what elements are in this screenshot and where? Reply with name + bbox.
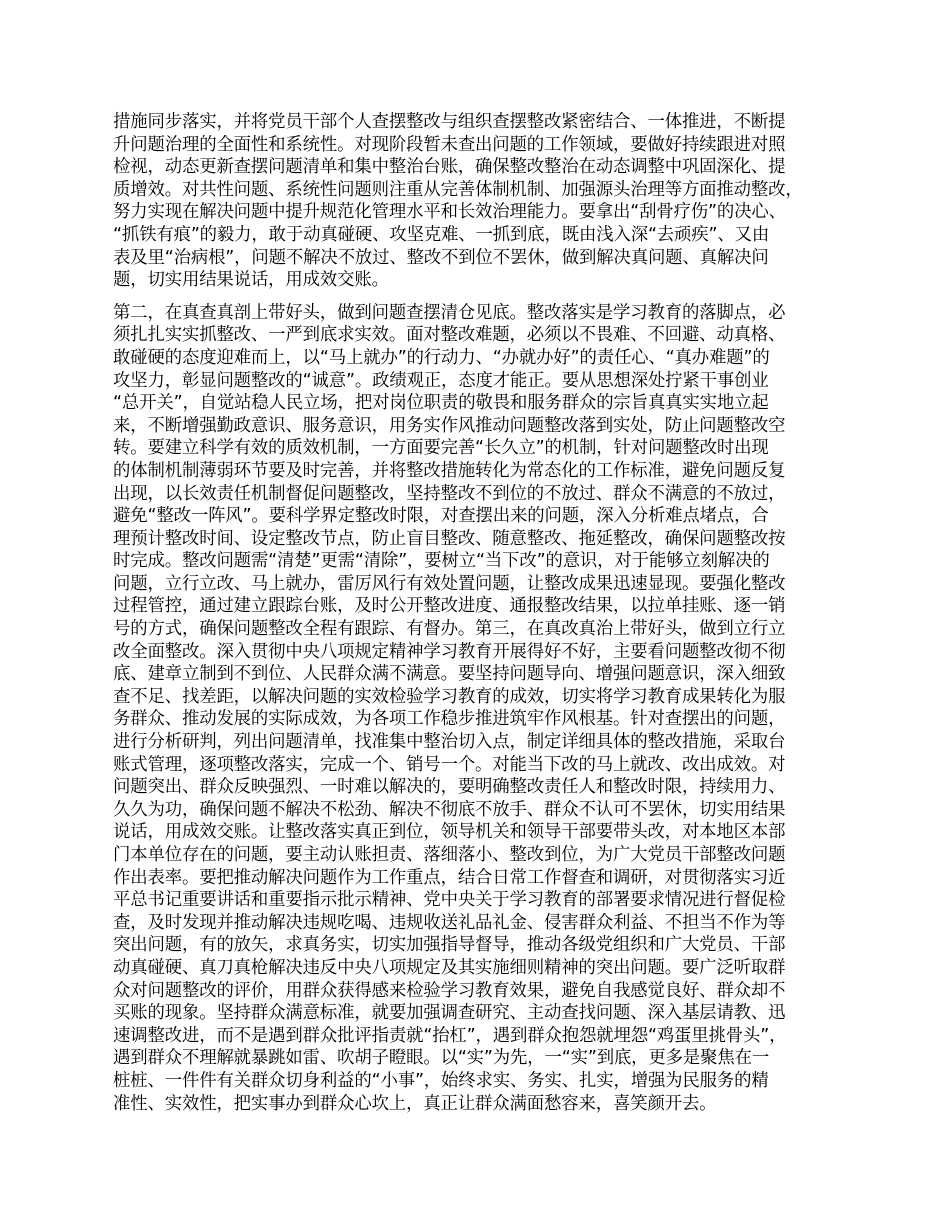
text-line: 进行分析研判，列出问题清单，找准集中整治切入点，制定详细具体的整改措施，采取台 (113, 732, 786, 753)
text-line: 质增效。对共性问题、系统性问题则注重从完善体制机制、加强源头治理等方面推动整改， (113, 179, 803, 200)
text-line: 过程管控，通过建立跟踪台账，及时公开整改进度、通报整改结果，以拉单挂账、逐一销 (113, 596, 786, 617)
text-line: 检视，动态更新查摆问题清单和集中整治台账，确保整改整治在动态调整中巩固深化、提 (113, 157, 786, 178)
text-line: 号的方式，确保问题整改全程有跟踪、有督办。第三，在真改真治上带好头，做到立行立 (113, 619, 786, 640)
text-line: 查，及时发现并推动解决违规吃喝、违规收送礼品礼金、侵害群众利益、不担当不作为等 (113, 912, 786, 933)
text-line: 题，切实用结果说话，用成效交账。 (113, 270, 389, 291)
text-line: 账式管理，逐项整改落实，完成一个、销号一个。对能当下改的马上就改、改出成效。对 (113, 754, 786, 775)
text-line: 须扎扎实实抓整改、一严到底求实效。面对整改难题，必须以不畏难、不回避、动真格、 (113, 325, 786, 346)
text-line: 久久为功，确保问题不解决不松劲、解决不彻底不放手、群众不认可不罢休，切实用结果 (113, 799, 786, 820)
text-line: “抓铁有痕”的毅力，敢于动真碰硬、攻坚克难、一抓到底，既由浅入深“去顽疾”、又由 (113, 224, 770, 245)
paragraph-1 (113, 111, 853, 292)
text-line: 说话，用成效交账。让整改落实真正到位，领导机关和领导干部要带头改，对本地区本部 (113, 822, 786, 843)
text-line: 敢碰硬的态度迎难而上，以“马上就办”的行动力、“办就办好”的责任心、“真办难题”的 (113, 347, 770, 368)
text-line: 遇到群众不理解就暴跳如雷、吹胡子瞪眼。以“实”为先，一“实”到底，更多是聚焦在一 (113, 1048, 770, 1069)
text-line: 升问题治理的全面性和系统性。对现阶段暂未查出问题的工作领域，要做好持续跟进对照 (113, 134, 786, 155)
text-line: 作出表率。要把推动解决问题作为工作重点，结合日常工作督查和调研，对贯彻落实习近 (113, 867, 786, 888)
text-line: 门本单位存在的问题，要主动认账担责、落细落小、整改到位，为广大党员干部整改问题 (113, 845, 786, 865)
text-line: 表及里“治病根”，问题不解决不放过、整改不到位不罢休，做到解决真问题、真解决问 (113, 247, 769, 268)
text-line: 务群众、推动发展的实际成效，为各项工作稳步推进筑牢作风根基。针对查摆出的问题， (113, 709, 786, 730)
text-line: 平总书记重要讲话和重要指示批示精神、党中央关于学习教育的部署要求情况进行督促检 (113, 890, 786, 911)
text-line: 查不足、找差距，以解决问题的实效检验学习教育的成效，切实将学习教育成果转化为服 (113, 686, 786, 707)
text-line: 问题，立行立改、马上就办，雷厉风行有效处置问题，让整改成果迅速显现。要强化整改 (113, 573, 786, 594)
text-line: 避免“整改一阵风”。要科学界定整改时限，对查摆出来的问题，深入分析难点堵点，合 (113, 506, 769, 527)
text-line: 第二，在真查真剖上带好头，做到问题查摆清仓见底。整改落实是学习教育的落脚点，必 (113, 302, 786, 323)
text-line: 时完成。整改问题需“清楚”更需“清除”，要树立“当下改”的意识，对于能够立刻解决的 (113, 551, 770, 572)
text-line: 的体制机制薄弱环节要及时完善，并将整改措施转化为常态化的工作标准，避免问题反复 (113, 460, 786, 481)
text-line: 攻坚力，彰显问题整改的“诚意”。政绩观正，态度才能正。要从思想深处拧紧干事创业 (113, 370, 769, 391)
text-line: 来，不断增强勤政意识、服务意识，用务实作风推动问题整改落到实处，防止问题整改空 (113, 415, 786, 436)
text-line: 问题突出、群众反映强烈、一时难以解决的，要明确整改责任人和整改时限，持续用力、 (113, 777, 786, 798)
text-line: 理预计整改时间、设定整改节点，防止盲目整改、随意整改、拖延整改，确保问题整改按 (113, 528, 786, 549)
text-line: 桩桩、一件件有关群众切身利益的“小事”，始终求实、务实、扎实，增强为民服务的精 (113, 1070, 769, 1091)
paragraph-2 (113, 302, 853, 1115)
text-line: 准性、实效性，把实事办到群众心坎上，真正让群众满面愁容来，喜笑颜开去。 (113, 1093, 717, 1114)
text-line: 众对问题整改的评价，用群众获得感来检验学习教育效果，避免自我感觉良好、群众却不 (113, 980, 786, 1001)
document-page (113, 111, 853, 1115)
text-line: 转。要建立科学有效的质效机制，一方面要完善“长久立”的机制，针对问题整改时出现 (113, 438, 769, 459)
text-line: 改全面整改。深入贯彻中央八项规定精神学习教育开展得好不好，主要看问题整改彻不彻 (113, 641, 786, 662)
text-line: 突出问题，有的放矢，求真务实，切实加强指导督导，推动各级党组织和广大党员、干部 (113, 935, 786, 956)
text-line: 速调整改进，而不是遇到群众批评指责就“抬杠”，遇到群众抱怨就埋怨“鸡蛋里挑骨头”， (113, 1025, 787, 1046)
text-line: 动真碰硬、真刀真枪解决违反中央八项规定及其实施细则精神的突出问题。要广泛听取群 (113, 957, 786, 978)
text-line: “总开关”，自觉站稳人民立场，把对岗位职责的敬畏和服务群众的宗旨真真实实地立起 (113, 393, 769, 414)
text-line: 努力实现在解决问题中提升规范化管理水平和长效治理能力。要拿出“刮骨疗伤”的决心、 (113, 202, 786, 223)
text-line: 底、建章立制到不到位、人民群众满不满意。要坚持问题导向、增强问题意识，深入细致 (113, 664, 786, 685)
text-line: 出现，以长效责任机制督促问题整改，坚持整改不到位的不放过、群众不满意的不放过， (113, 483, 786, 504)
text-line: 措施同步落实，并将党员干部个人查摆整改与组织查摆整改紧密结合、一体推进，不断提 (113, 112, 786, 132)
text-line: 买账的现象。坚持群众满意标准，就要加强调查研究、主动查找问题、深入基层请教、迅 (113, 1003, 786, 1024)
